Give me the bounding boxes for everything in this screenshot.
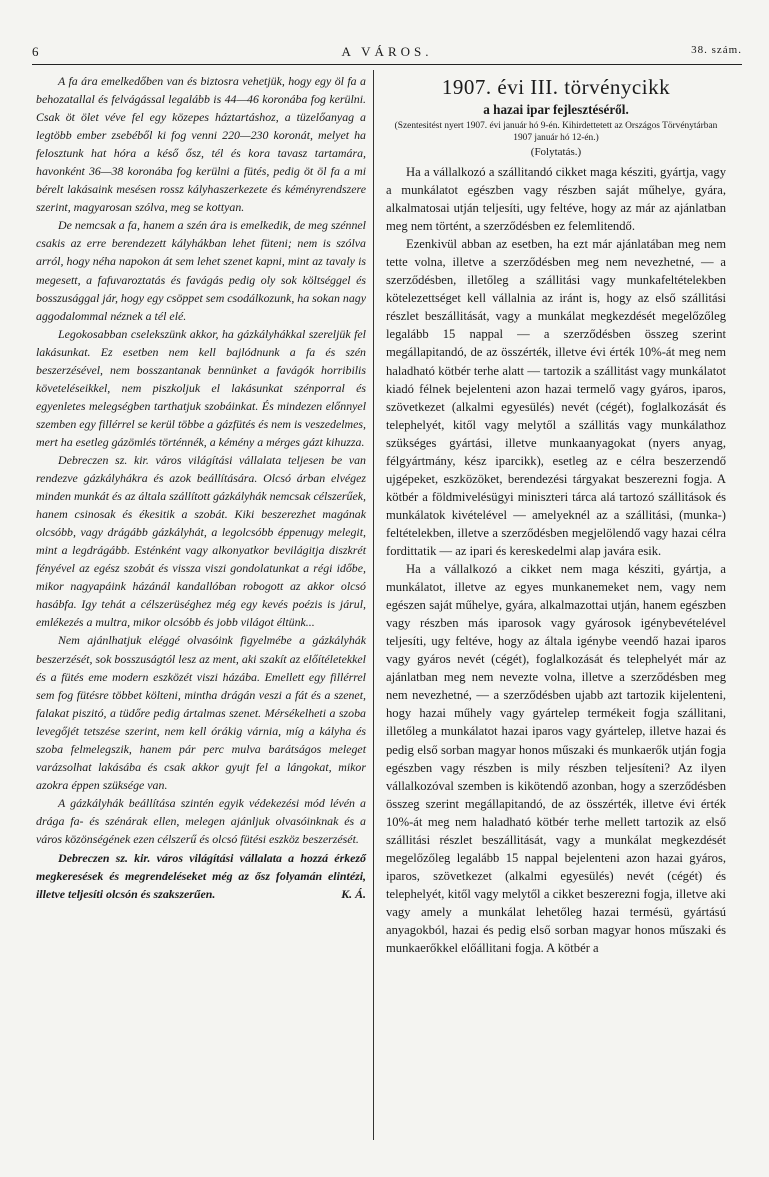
closing-text: Debreczen sz. kir. város világítási vállalata a hozzá érkező megkeresések és megrendeléseket még az ősz folyamán elintézi, illetve teljesíti olcsón és szakszerűen. — [36, 851, 366, 902]
issue-number: 38. szám. — [691, 44, 742, 56]
law-paragraph: Ha a vállalkozó a cikket nem maga késziti, gyártja, a munkálatot, illetve az egyes munkanemeket nem, vagy nem egészen saját műhelye, gyára, alkalmazottai utján, hanem egészben vagy részben más iparosok vagy gyárosok igénybevételével teljesíti, ugy feltéve, hogy az általa igénybe veendő hazai iparos vagy gyáros nevét (cégét), foglalkozását és telephelyét már az ajánlatban meg nem nevezte volna, illetve a szerződésben meg nem nevezhetné, — a szerződésben ujabb azt tartozik kijelenteni, hogy hazai műhely vagy gyártelep termékeit fogja szállitani, illetőleg a munkálatot hazai iparos vagy gyártelep, illetve hazai és pedig első sorban magyar honos műszaki és munkaerők utján fogja egészben vagy részben is mily részben teljesíteni? Az ilyen vállalkozóval szemben is kikötendő azonban, hogy a szerződésben összeg szerint megállapitandó, de az összérték, illetve évi érték 10%-át meg nem haladható kötbér terhe mellett tartozik az első szállitási részlet beszállitását, vagy a munkálat megkezdését megelőzőleg legalább 15 nappal bejelenteni azon hazai gyáros, iparos, szövetkezet (alkalmi egyesülés) nevét (cégét) és telephelyét, kitől vagy melytől a cikket beszerezni fogja, illetve aki vagy amely a munkálat lehetőleg hazai termésü, gyártású anyagokból, hazai és pedig első sorban magyar honos műszaki és munkaerőkkel előállitani fogja. A kötbér a — [386, 562, 726, 956]
law-article — [386, 74, 726, 957]
page-number: 6 — [32, 44, 40, 59]
law-title: 1907. évi III. törvénycikk — [441, 75, 671, 99]
author-initials: K. Á. — [341, 887, 366, 902]
law-paragraph: Ha a vállalkozó a szállitandó cikket maga késziti, gyártja, vagy a munkálatot egészben vagy részben saját műhelye, gyára, alkalmatosai utján teljesíti, ugy feltéve, hogy az már az ajánlatban meg nem történt, a szerződésben ez felemlitendő. — [386, 165, 726, 234]
article-paragraph: De nemcsak a fa, hanem a szén ára is emelkedik, de meg szénnel csakis az erre berendezett kályhákban lehet füteni; nem is szólva arról, hogy néha napokon át sem lehet szenet kapni, mint az tavaly is megesett, a fafuvaroztatás és favágás pedig oly sok költséggel és bosszusággal jár, hogy egy csöppet sem csodálkozunk, ha sokan nagy aggodalommal néznek a tél elé. — [36, 218, 366, 323]
continuation-label: (Folytatás.) — [530, 146, 582, 158]
header-rule — [32, 64, 742, 65]
journal-title: A VÁROS. — [341, 44, 433, 59]
column-divider — [373, 70, 374, 1140]
publication-note: (Szentesitést nyert 1907. évi január hó 9-én. Kihirdettetett az Országos Törvénytárban 1907 január hó 12-én.) — [394, 121, 718, 143]
article-paragraph: A fa ára emelkedőben van és biztosra vehetjük, hogy egy öl fa a behozatallal és felvágással legalább is 44—46 koronába fog kerülni. Csak öt ölet véve fel egy közepes háztartáshoz, a tüzelőanyag a legtöbb ember zsebéből ki fog venni 220—230 koronát, melyet ha felosztunk hat hóra a késő ősz, tél és kora tavasz tartamára, havonként 36—38 koronába fog kerülni a fütés, pedig öt öl fa a mi bérelt lakásaink mesésen rossz kályhaszerkezete és kéményrendszere szerint, magyarosan szólva, meg se kottyan. — [36, 74, 366, 215]
article-closing — [36, 849, 366, 903]
article-paragraph: Debreczen sz. kir. város világítási vállalata teljesen be van rendezve gázkályhákra és azok beállítására. Olcsó árban elvégez minden munkát és az általa szállított gázkályhák nemcsak célszerűek, hanem csinosak és ékesitik a szobát. Kiki beszerezhet magának olcsóbb, vagy drágább gázkályhát, a legolcsóbb éppenugy melegit, mint a legdrágább. Esténként vagy alkonyatkor bevilágitja diszkrét fényével az egész szobát és vissza viszi gondolatunkat a régi időbe, mikor nagyapáink házánál kandallóban robogott az akkor olcsó hasábfa. Igy tehát a célszerüséghez még egy kevés poézis is járul, emlékezés a multra, mikor olcsóbb és jobb világot éltünk... — [36, 452, 366, 630]
article-paragraph: A gázkályhák beállítása szintén egyik védekezési mód lévén a drága fa- és szénárak ellen, melegen ajánljuk olvasóinknak és a város közönségének ezen célszerű és olcsó fütési eszköz beszerzését. — [36, 795, 366, 846]
law-subtitle: a hazai ipar fejlesztéséről. — [483, 102, 629, 117]
article-paragraph: Nem ajánlhatjuk eléggé olvasóink figyelmébe a gázkályhák beszerzését, sok bosszuságtól lesz az ment, aki szakít az előítéletekkel és a fütés eme modern eszközét viszi házába. Emellett egy fillérrel sem fog fütésre többet költeni, mintha drágán veszi a fát és a szenet, falakat piszitó, a tüdőre pedig ártalmas szenet. Mérsékelheti a szoba levegőjét tetszése szerint, nem kell órákig várnia, míg a kályha és szoba felmelegszik, hanem pár perc mulva barátságos meleget varázsolhat lakásába és csak akkor gyujt fel a lángokat, mikor azokra éppen szüksége van. — [36, 633, 366, 792]
law-paragraph: Ezenkivül abban az esetben, ha ezt már ajánlatában meg nem tette volna, illetve a szerződésben meg nem nevezhetné, — a szerződésben, illetőleg a szállitási vagy munkafeltételekben kötelezettséget kell vállalnia az iránt is, hogy az első szállitási részlet beszállitását, vagy a munkálat megkezdését megelőzőleg legalább 15 nappal — a szerződésben összeg szerint megállapitandó, de az összérték, illetve évi érték 10%-át meg nem haladható kötbér terhe alatt — tartozik a szállitást vagy munkálatot kiadó félnek bejelenteni azon hazai termelő vagy gyáros, iparos, szövetkezet (alkalmi egyesülés) nevét (cégét), foglalkozását és telephelyét, kitől vagy melytől a szállitás vagy munkálathoz szükséges gyártási, illetve munkaanyagokat (nyers anyag, félgyártmány, kész iparcikk), esetleg az e célra beszerzendő ujgépeket, eszközöket, berendezési tárgyakat beszerezni fogja. A kötbér a földmivelésügyi miniszteri tárca alá tartozó szállitások és munkálatok kivételével — amelyeknél az a szállitási, (munka-) feltételekben, illetve a szerződésben megjelölendő vagy hazai célra fordittatik — az ipari és kereskedelmi alap javára esik. — [386, 237, 726, 558]
gas-heater-article — [36, 72, 366, 903]
page-header — [32, 40, 742, 62]
article-paragraph: Legokosabban cselekszünk akkor, ha gázkályhákkal szereljük fel lakásunkat. Ez esetben nem kell bajlódnunk a fa és szén beszerzésével, nem bosszantanak bennünket a favágók horribilis követeléseikkel, nem piszkoljuk el lakásunkat szénporral és egyenletes melegségben tarthatjuk szobáinkat. És mindezen előnnyel szemben egy fillérrel se kerül többe a gázfütés és nem is veszedelmes, mert ha esetleg gázömlés történnék, a kémény a mérges gázt kihuzza. — [36, 326, 366, 449]
